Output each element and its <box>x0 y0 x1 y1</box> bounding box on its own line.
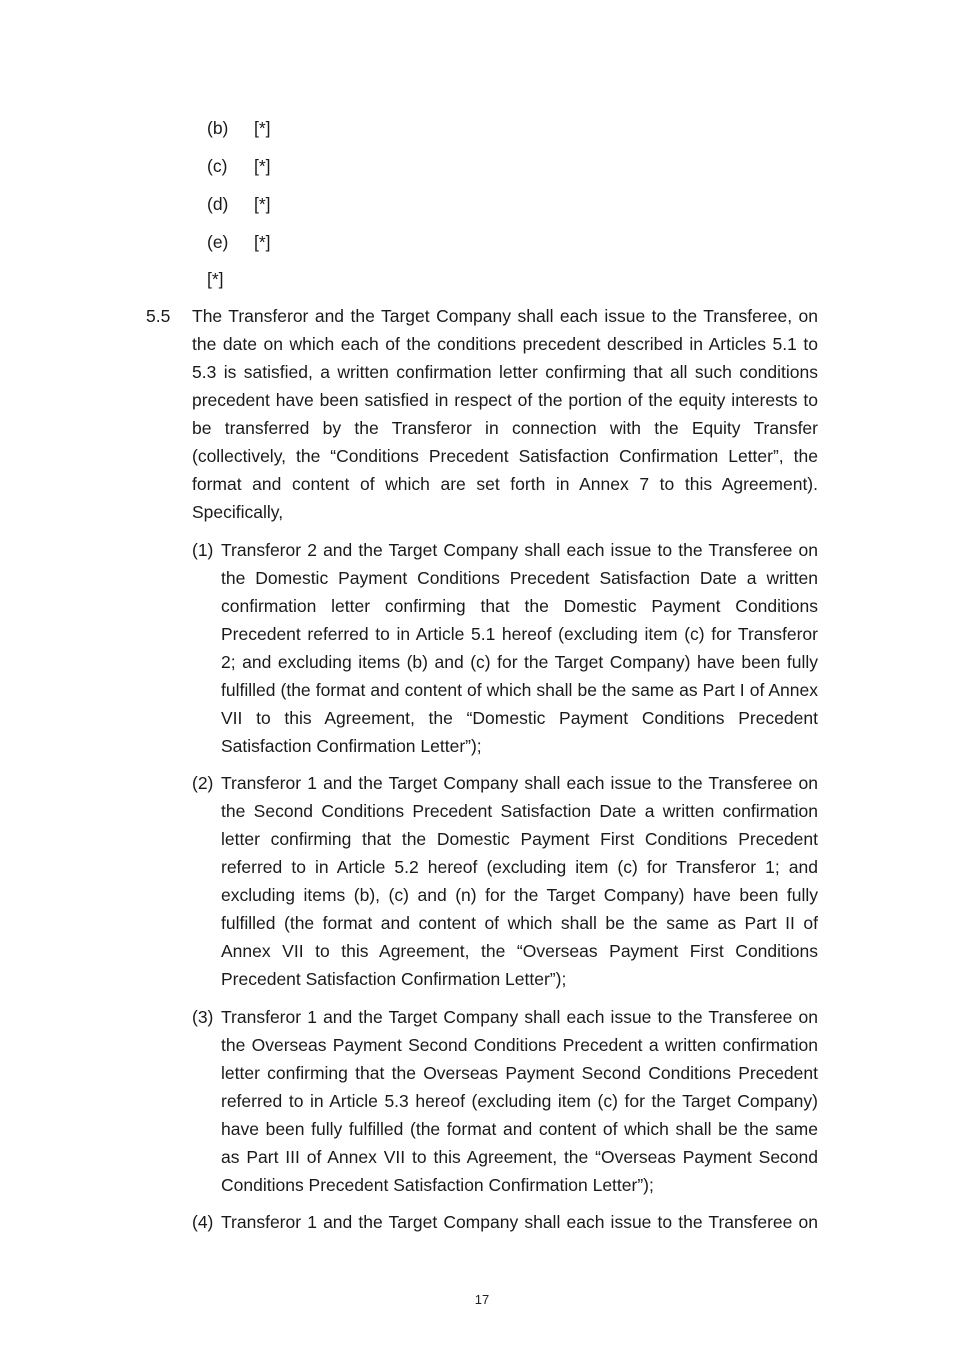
list-item-placeholder: [*] <box>254 194 271 214</box>
list-item-label: (e) <box>207 232 229 252</box>
subclause-number: (3) <box>192 1007 214 1027</box>
subclause-number: (1) <box>192 540 214 560</box>
list-item-label: (d) <box>207 194 229 214</box>
list-item-label: (c) <box>207 156 228 176</box>
subclause-number: (4) <box>192 1212 214 1232</box>
page-number: 17 <box>474 1292 490 1307</box>
subclause-text: Transferor 1 and the Target Company shall each issue to the Transferee on <box>221 1212 818 1232</box>
list-item-placeholder: [*] <box>254 118 271 138</box>
clause-number: 5.5 <box>146 306 171 326</box>
subclause-text: Transferor 1 and the Target Company shall each issue to the Transferee on the Second Conditions Precedent Satisfaction Date a written confirmation letter confirming that the Domestic Payment First Conditions Precedent referred to in Article 5.2 hereof (excluding item (c) for Transferor 1; and excluding items (b), (c) and (n) for the Target Company) have been fully fulfilled (the format and content of which shall be the same as Part II of Annex VII to this Agreement, the “Overseas Payment First Conditions Precedent Satisfaction Confirmation Letter”); <box>221 773 818 989</box>
list-item-placeholder: [*] <box>254 156 271 176</box>
subclause-number: (2) <box>192 773 214 793</box>
subclause-text: Transferor 2 and the Target Company shall each issue to the Transferee on the Domestic Payment Conditions Precedent Satisfaction Date a written confirmation letter confirming that the Domestic Payment Conditions Precedent referred to in Article 5.1 hereof (excluding item (c) for Transferor 2; and excluding items (b) and (c) for the Target Company) have been fully fulfilled (the format and content of which shall be the same as Part I of Annex VII to this Agreement, the “Domestic Payment Conditions Precedent Satisfaction Confirmation Letter”); <box>221 540 818 756</box>
clause-text: The Transferor and the Target Company shall each issue to the Transferee, on the date on which each of the conditions precedent described in Articles 5.1 to 5.3 is satisfied, a written confirmation letter confirming that all such conditions precedent have been satisfied in respect of the portion of the equity interests to be transferred by the Transferor in connection with the Equity Transfer (collectively, the “Conditions Precedent Satisfaction Confirmation Letter”, the format and content of which are set forth in Annex 7 to this Agreement). Specifically, <box>192 306 818 522</box>
list-item-placeholder: [*] <box>254 232 271 252</box>
subclause-text: Transferor 1 and the Target Company shall each issue to the Transferee on the Overseas Payment Second Conditions Precedent a written confirmation letter confirming that the Overseas Payment Second Conditions Precedent referred to in Article 5.3 hereof (excluding item (c) for the Target Company) have been fully fulfilled (the format and content of which shall be the same as Part III of Annex VII to this Agreement, the “Overseas Payment Second Conditions Precedent Satisfaction Confirmation Letter”); <box>221 1007 818 1195</box>
list-item-label: (b) <box>207 118 229 138</box>
placeholder-text: [*] <box>207 269 224 289</box>
